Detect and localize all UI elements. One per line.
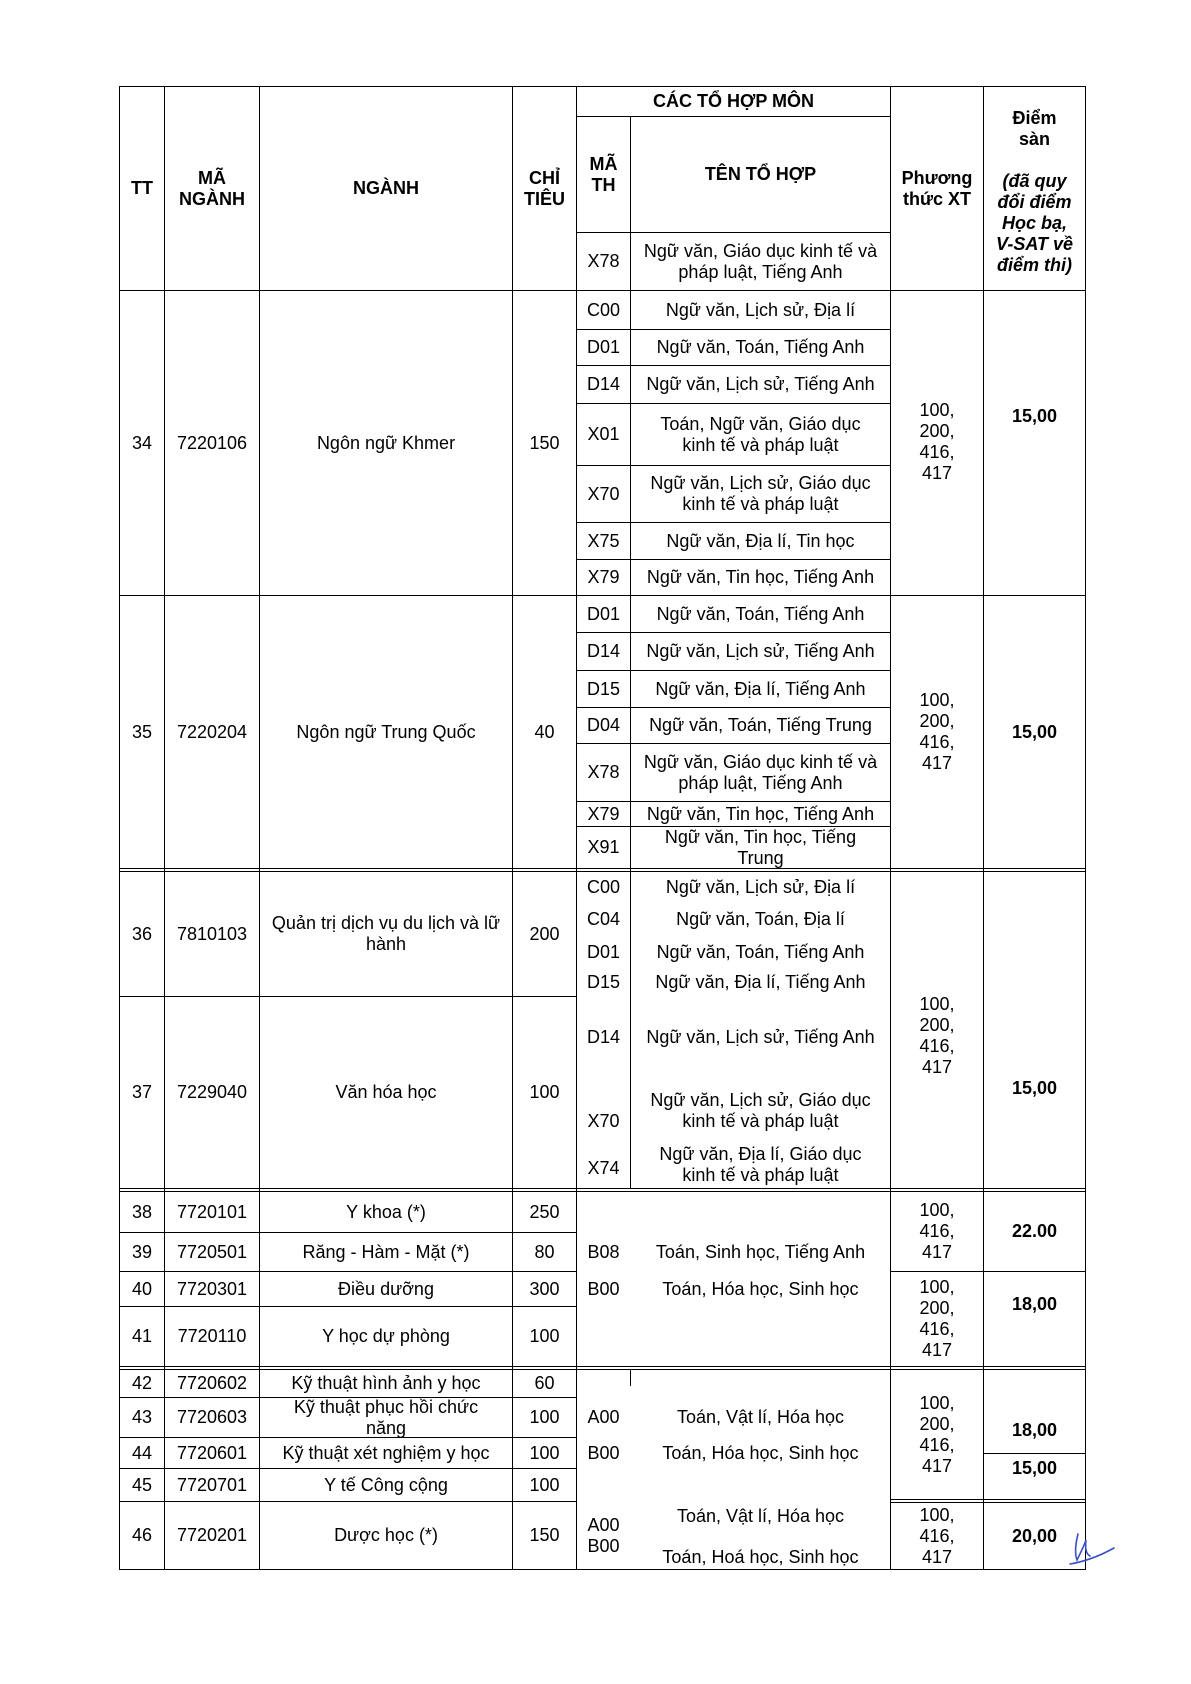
combo-code: B08 xyxy=(587,1241,620,1262)
combo-name: Ngữ văn, Toán, Tiếng Trung xyxy=(649,715,872,735)
row-chi-tieu: 150 xyxy=(529,432,560,453)
row-chi-tieu: 250 xyxy=(529,1201,560,1222)
combo-code: A00 B00 xyxy=(587,1514,620,1556)
header-diem-san xyxy=(984,87,1085,275)
combo-name: Ngữ văn, Giáo dục kinh tế và pháp luật, Tiếng Anh xyxy=(643,240,878,282)
row-chi-tieu: 60 xyxy=(534,1373,555,1393)
row-methods: 100, 200, 416, 417 xyxy=(919,690,955,773)
combo-name: Ngữ văn, Toán, Tiếng Anh xyxy=(656,603,865,624)
row-ma-nganh: 7720701 xyxy=(176,1474,248,1495)
row-tt: 36 xyxy=(131,923,153,944)
combo-code: X75 xyxy=(587,530,620,551)
combo-code: X78 xyxy=(587,762,620,782)
combo-name: Toán, Ngữ văn, Giáo dục kinh tế và pháp luật xyxy=(660,413,861,455)
combo-code: A00 xyxy=(587,1407,620,1427)
combo-code: C04 xyxy=(586,908,621,929)
combo-code: D01 xyxy=(586,941,621,962)
header-nganh: NGÀNH xyxy=(353,178,419,198)
row-nganh: Kỹ thuật xét nghiệm y học xyxy=(282,1442,490,1463)
combo-code: X74 xyxy=(587,1157,620,1178)
combo-code: D15 xyxy=(586,678,621,699)
row-tt: 34 xyxy=(131,432,153,453)
header-diem-san-note: (đã quy đổi điểm Học bạ, V-SAT về điểm thi) xyxy=(995,171,1074,275)
combo-name: Toán, Vật lí, Hóa học xyxy=(676,1505,845,1526)
combo-code: B00 xyxy=(587,1278,620,1299)
header-ma-nganh: MÃ NGÀNH xyxy=(179,167,245,209)
row-nganh: Ngôn ngữ Trung Quốc xyxy=(296,721,476,742)
combo-name: Ngữ văn, Lịch sử, Tiếng Anh xyxy=(646,641,875,661)
combo-name: Ngữ văn, Lịch sử, Tiếng Anh xyxy=(646,374,875,394)
row-score: 15,00 xyxy=(1011,1078,1058,1098)
row-nganh: Kỹ thuật phục hồi chức năng xyxy=(293,1396,479,1438)
row-ma-nganh: 7720602 xyxy=(176,1373,248,1393)
row-chi-tieu: 100 xyxy=(529,1082,560,1102)
row-methods: 100, 200, 416, 417 xyxy=(919,994,955,1077)
row-nganh: Kỹ thuật hình ảnh y học xyxy=(291,1373,481,1393)
combo-name: Ngữ văn, Lịch sử, Tiếng Anh xyxy=(646,1026,875,1047)
combo-name: Toán, Hoá học, Sinh học xyxy=(662,1546,859,1567)
combo-name: Ngữ văn, Toán, Tiếng Anh xyxy=(656,941,865,962)
row-tt: 45 xyxy=(131,1474,153,1495)
row-ma-nganh: 7720110 xyxy=(177,1326,247,1346)
combo-name: Ngữ văn, Giáo dục kinh tế và pháp luật, Tiếng Anh xyxy=(643,751,878,793)
combo-name: Toán, Sinh học, Tiếng Anh xyxy=(655,1241,866,1262)
combo-code: C00 xyxy=(586,299,621,320)
row-nganh: Y tế Công cộng xyxy=(324,1474,448,1495)
row-ma-nganh: 7220106 xyxy=(176,432,248,453)
row-chi-tieu: 100 xyxy=(529,1474,560,1495)
combo-name: Ngữ văn, Tin học, Tiếng Trung xyxy=(664,826,857,868)
row-ma-nganh: 7229040 xyxy=(176,1082,248,1102)
row-nganh: Điều dưỡng xyxy=(338,1278,434,1299)
combo-code: D14 xyxy=(586,641,621,661)
combo-code: X70 xyxy=(587,1111,620,1131)
combo-name: Ngữ văn, Lịch sử, Địa lí xyxy=(665,876,856,897)
combo-code: X79 xyxy=(587,803,620,824)
row-chi-tieu: 100 xyxy=(529,1407,560,1427)
combo-name: Ngữ văn, Lịch sử, Giáo dục kinh tế và pháp luật xyxy=(650,473,871,514)
combo-code: D14 xyxy=(586,1026,621,1047)
combo-code: D14 xyxy=(586,374,621,394)
combo-name: Toán, Hóa học, Sinh học xyxy=(662,1278,859,1299)
row-chi-tieu: 150 xyxy=(529,1525,560,1545)
combo-code: X91 xyxy=(587,837,620,857)
row-tt: 38 xyxy=(131,1201,153,1222)
combo-name: Ngữ văn, Lịch sử, Địa lí xyxy=(665,299,856,320)
row-nganh: Y khoa (*) xyxy=(346,1201,426,1222)
combo-name: Ngữ văn, Địa lí, Giáo dục kinh tế và pháp luật xyxy=(659,1143,862,1185)
row-score: 20,00 xyxy=(1011,1525,1058,1546)
combo-code: D04 xyxy=(586,715,621,735)
row-methods: 100, 200, 416, 417 xyxy=(919,400,955,483)
header-chi-tieu: CHỈ TIÊU xyxy=(523,167,565,209)
row-score: 22.00 xyxy=(1011,1221,1058,1241)
combo-code: X78 xyxy=(587,251,620,271)
combo-name: Toán, Vật lí, Hóa học xyxy=(676,1407,845,1427)
row-nganh: Răng - Hàm - Mặt (*) xyxy=(302,1241,470,1262)
row-chi-tieu: 300 xyxy=(529,1278,560,1299)
row-tt: 44 xyxy=(131,1442,153,1463)
combo-code: X79 xyxy=(587,567,620,587)
row-nganh: Ngôn ngữ Khmer xyxy=(316,432,456,453)
row-tt: 37 xyxy=(131,1082,153,1102)
combo-name: Ngữ văn, Toán, Địa lí xyxy=(676,908,845,929)
row-ma-nganh: 7720603 xyxy=(176,1407,248,1427)
combo-code: D15 xyxy=(586,971,621,992)
row-chi-tieu: 40 xyxy=(534,721,555,742)
header-ten-to-hop: TÊN TỔ HỢP xyxy=(704,164,817,184)
row-chi-tieu: 100 xyxy=(529,1326,560,1346)
row-methods: 100, 200, 416, 417 xyxy=(919,1392,955,1476)
row-nganh: Quản trị dịch vụ du lịch và lữ hành xyxy=(271,913,501,954)
header-cac-to-hop: CÁC TỔ HỢP MÔN xyxy=(652,91,815,111)
combo-code: D01 xyxy=(586,603,621,624)
header-tt: TT xyxy=(131,178,153,198)
row-nganh: Y học dự phòng xyxy=(322,1326,450,1346)
row-score: 15,00 xyxy=(1011,406,1058,426)
row-methods: 100, 200, 416, 417 xyxy=(919,1277,955,1360)
combo-name: Ngữ văn, Tin học, Tiếng Anh xyxy=(646,567,875,587)
combo-name: Ngữ văn, Địa lí, Tiếng Anh xyxy=(655,678,866,699)
signature-mark xyxy=(1068,1528,1116,1568)
row-chi-tieu: 80 xyxy=(534,1241,555,1262)
row-score: 15,00 xyxy=(1011,721,1058,742)
row-ma-nganh: 7720301 xyxy=(176,1278,248,1299)
combo-name: Ngữ văn, Lịch sử, Giáo dục kinh tế và pháp luật xyxy=(650,1090,871,1131)
row-tt: 40 xyxy=(131,1278,153,1299)
row-ma-nganh: 7720201 xyxy=(176,1525,248,1545)
combo-code: C00 xyxy=(586,876,621,897)
row-tt: 39 xyxy=(131,1241,153,1262)
row-tt: 41 xyxy=(131,1326,153,1346)
row-chi-tieu: 100 xyxy=(529,1442,560,1463)
combo-code: B00 xyxy=(587,1442,620,1463)
combo-name: Ngữ văn, Địa lí, Tiếng Anh xyxy=(655,971,866,992)
combo-name: Ngữ văn, Địa lí, Tin học xyxy=(666,530,855,551)
row-ma-nganh: 7720101 xyxy=(176,1201,248,1222)
row-nganh: Dược học (*) xyxy=(334,1525,438,1545)
row-score: 18,00 xyxy=(1011,1294,1058,1314)
row-tt: 46 xyxy=(131,1525,153,1545)
row-score: 15,00 xyxy=(1011,1458,1058,1478)
row-ma-nganh: 7720601 xyxy=(176,1442,248,1463)
row-tt: 42 xyxy=(131,1373,153,1393)
combo-code: X70 xyxy=(587,483,620,504)
row-ma-nganh: 7720501 xyxy=(176,1241,248,1262)
row-tt: 35 xyxy=(131,721,153,742)
row-ma-nganh: 7220204 xyxy=(176,721,248,742)
row-chi-tieu: 200 xyxy=(529,923,560,944)
header-diem-san-title: Điểm sàn xyxy=(1012,108,1057,149)
header-phuong-thuc: Phương thức XT xyxy=(901,167,973,209)
row-methods: 100, 416, 417 xyxy=(919,1200,955,1262)
header-ma-th: MÃ TH xyxy=(589,153,618,195)
row-nganh: Văn hóa học xyxy=(335,1082,437,1102)
combo-code: X01 xyxy=(587,424,620,444)
row-tt: 43 xyxy=(131,1407,153,1427)
row-ma-nganh: 7810103 xyxy=(176,923,248,944)
combo-name: Toán, Hóa học, Sinh học xyxy=(662,1442,859,1463)
row-score: 18,00 xyxy=(1011,1420,1058,1440)
row-methods: 100, 416, 417 xyxy=(919,1504,955,1567)
combo-code: D01 xyxy=(586,337,621,357)
combo-name: Ngữ văn, Toán, Tiếng Anh xyxy=(656,337,865,357)
combo-name: Ngữ văn, Tin học, Tiếng Anh xyxy=(646,803,875,824)
